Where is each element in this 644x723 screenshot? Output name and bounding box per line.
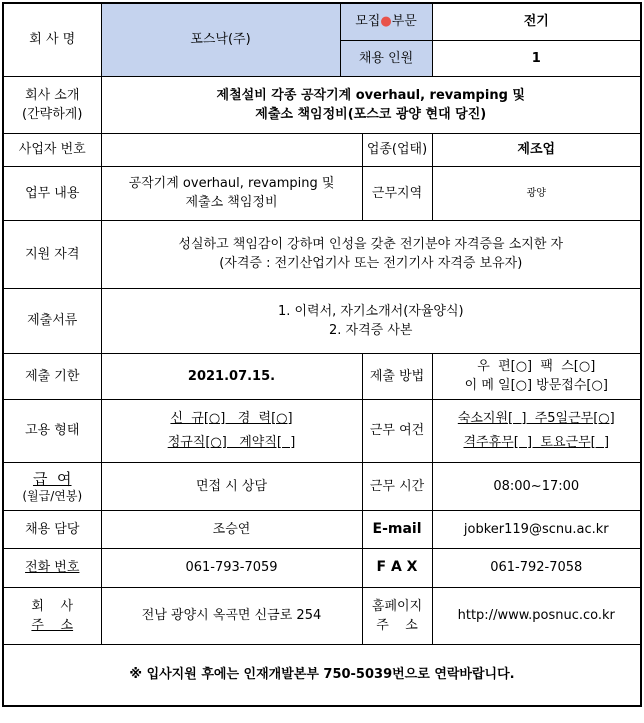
work-content-label: 업무 내용 <box>3 166 101 220</box>
red-dot-icon: ● <box>380 14 392 30</box>
phone-label: 전화 번호 <box>3 548 101 587</box>
submit-method-value: 우 편[○] 팩 스[○] 이 메 일[○] 방문접수[○] <box>432 353 641 399</box>
email-value: jobker119@scnu.ac.kr <box>432 510 641 548</box>
deadline-value: 2021.07.15. <box>101 353 362 399</box>
fax-label: F A X <box>362 548 432 587</box>
intro-label: 회사 소개 (간략하게) <box>3 76 101 133</box>
recruiter-value: 조승연 <box>101 510 362 548</box>
address-label: 회 사 주 소 <box>3 587 101 644</box>
company-name-value: 포스낙(주) <box>101 3 340 76</box>
homepage-value[interactable]: http://www.posnuc.co.kr <box>432 587 641 644</box>
address-value: 전남 광양시 옥곡면 신금로 254 <box>101 587 362 644</box>
job-posting-form <box>2 2 642 707</box>
work-area-value: 광양 <box>432 166 641 220</box>
business-no-value <box>101 133 362 166</box>
homepage-label: 홈페이지 주 소 <box>362 587 432 644</box>
salary-value: 면접 시 상담 <box>101 462 362 510</box>
employment-type-value: 신 규[○] 경 력[○] 정규직[○] 계약직[ ] <box>101 399 362 462</box>
headcount-label: 채용 인원 <box>340 40 432 76</box>
documents-value: 1. 이력서, 자기소개서(자율양식) 2. 자격증 사본 <box>101 288 641 353</box>
conditions-label: 근무 여건 <box>362 399 432 462</box>
submit-method-label: 제출 방법 <box>362 353 432 399</box>
work-content-value: 공작기계 overhaul, revamping 및 제출소 책임정비 <box>101 166 362 220</box>
conditions-value: 숙소지원[ ] 주5일근무[○] 격주휴무[ ] 토요근무[ ] <box>432 399 641 462</box>
industry-label: 업종(업태) <box>362 133 432 166</box>
headcount-value: 1 <box>432 40 641 76</box>
work-area-label: 근무지역 <box>362 166 432 220</box>
salary-label: 급 여 (월급/연봉) <box>3 462 101 510</box>
recruiter-label: 채용 담당 <box>3 510 101 548</box>
intro-value: 제철설비 각종 공작기계 overhaul, revamping 및 제출소 책임정비(포스코 광양 현대 당진) <box>101 76 641 133</box>
qualification-label: 지원 자격 <box>3 220 101 288</box>
industry-value: 제조업 <box>432 133 641 166</box>
deadline-label: 제출 기한 <box>3 353 101 399</box>
documents-label: 제출서류 <box>3 288 101 353</box>
fax-value: 061-792-7058 <box>432 548 641 587</box>
email-label: E-mail <box>362 510 432 548</box>
contact-notice: ※ 입사지원 후에는 인재개발본부 750-5039번으로 연락바랍니다. <box>3 644 641 706</box>
employment-type-label: 고용 형태 <box>3 399 101 462</box>
work-hours-value: 08:00~17:00 <box>432 462 641 510</box>
business-no-label: 사업자 번호 <box>3 133 101 166</box>
department-label: 모집●부문 <box>340 3 432 40</box>
phone-value: 061-793-7059 <box>101 548 362 587</box>
company-name-label: 회 사 명 <box>3 3 101 76</box>
department-value: 전기 <box>432 3 641 40</box>
qualification-value: 성실하고 책임감이 강하며 인성을 갖춘 전기분야 자격증을 소지한 자 (자격증 : 전기산업기사 또는 전기기사 자격증 보유자) <box>101 220 641 288</box>
work-hours-label: 근무 시간 <box>362 462 432 510</box>
